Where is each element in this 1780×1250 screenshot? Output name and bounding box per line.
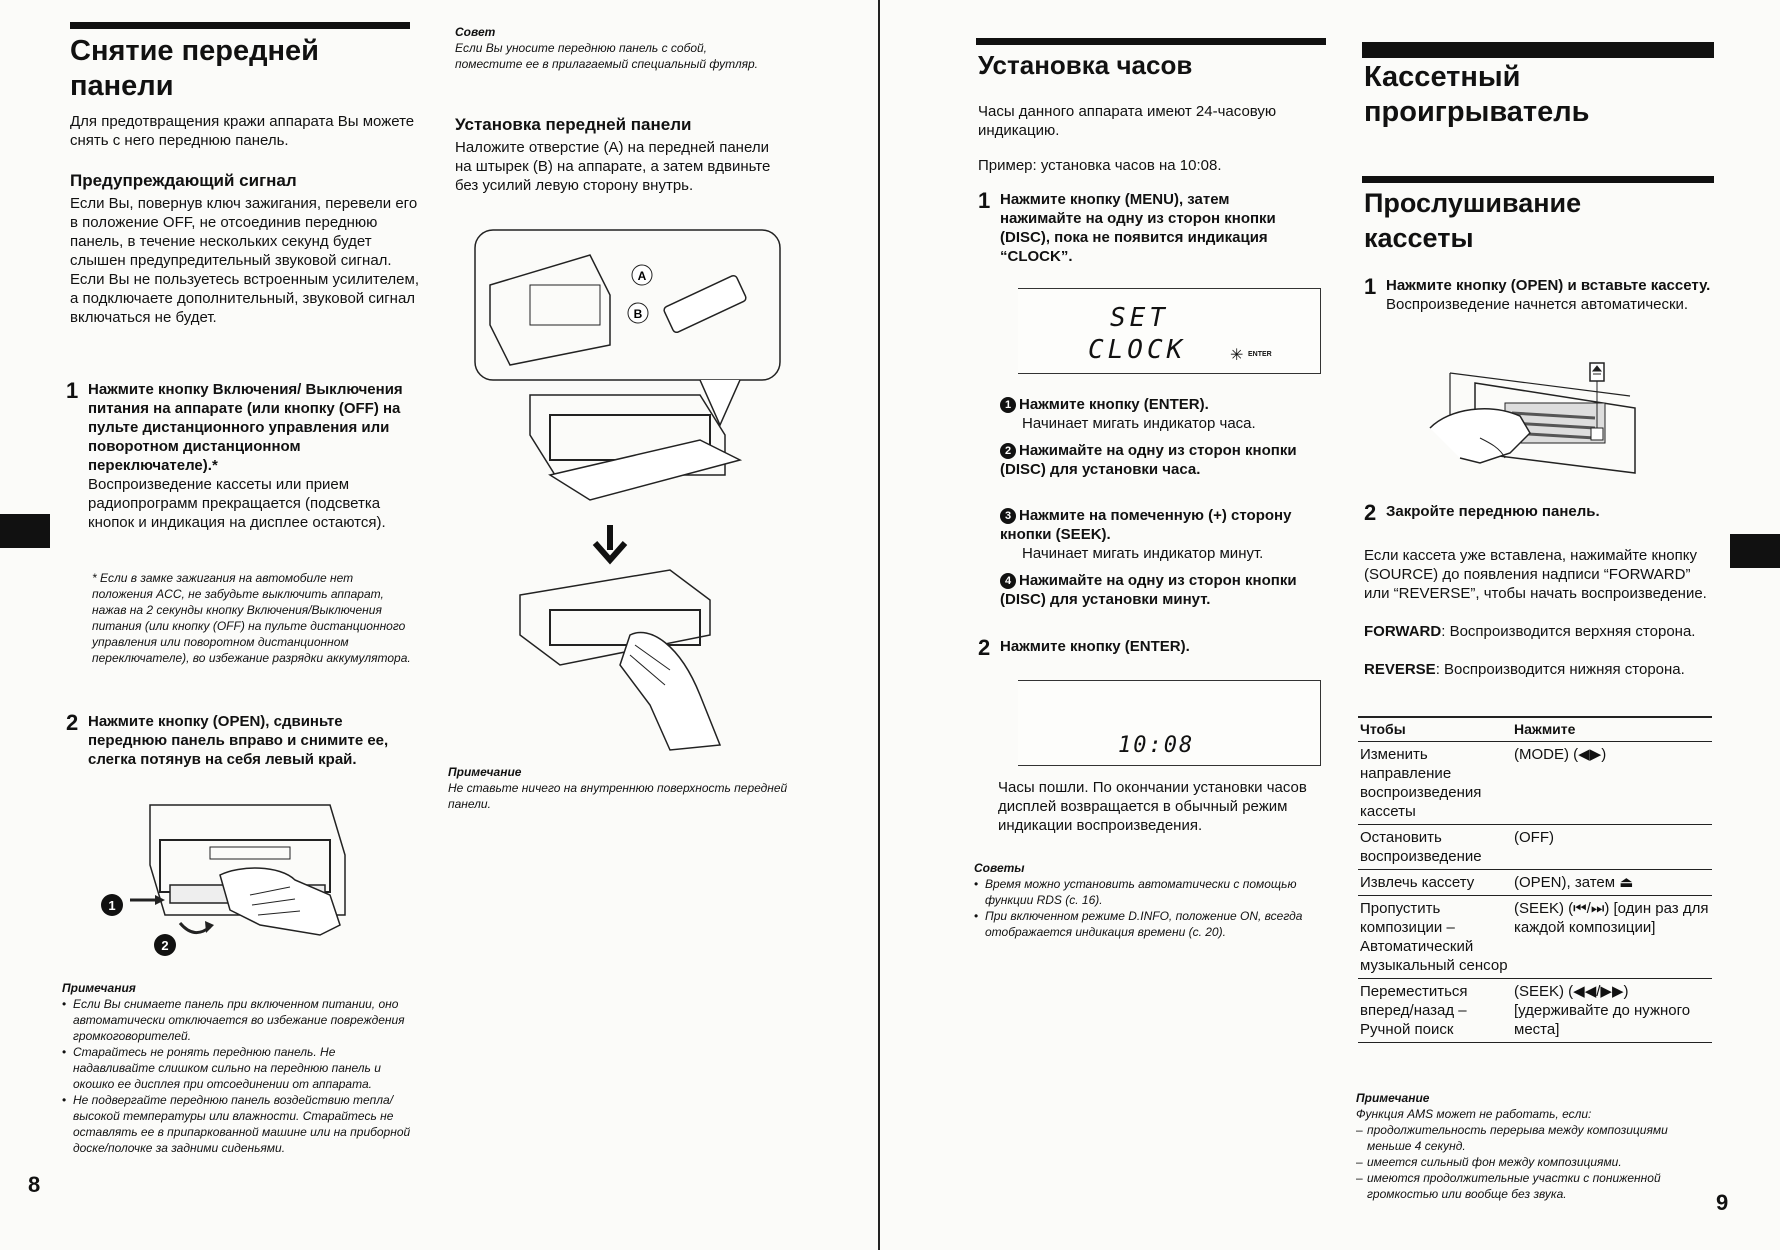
attach-heading: Установка передней панели <box>455 115 692 134</box>
table-row <box>1358 825 1712 870</box>
forward-line <box>1364 622 1714 641</box>
warning-heading: Предупреждающий сигнал <box>70 171 297 190</box>
step-result: Воспроизведение кассеты или прием радиопрограмм прекращается (подсветка кнопок и индикация на дисплее остаются). <box>88 476 386 531</box>
table-row <box>1358 870 1712 896</box>
table-cell: Переместиться вперед/назад – Ручной поиск <box>1358 979 1512 1043</box>
notes-list <box>62 996 412 1156</box>
label-a: A <box>637 269 647 283</box>
table-row <box>1358 742 1712 825</box>
table-header-cell: Чтобы <box>1358 717 1512 742</box>
cassette-step-1 <box>1364 276 1714 314</box>
clock-step-2 <box>978 635 1308 660</box>
substep-number: 2 <box>1000 443 1016 459</box>
warning-text: Если Вы, повернув ключ зажигания, перевели его в положение OFF, не отсоединив переднюю панель, в течение нескольких секунд будет слышен предупредительный звуковой сигнал. Если Вы не пользуетесь встроенным усилителем, а подключаете дополнительный, звуковой сигнал включаться не будет. <box>70 195 419 326</box>
step-result: Воспроизведение начнется автоматически. <box>1386 296 1689 313</box>
table-header-row <box>1358 717 1712 742</box>
note-item: – имеются продолжительные участки с пониженной громкостью или вообще без звука. <box>1356 1170 1696 1202</box>
substep-result: Начинает мигать индикатор минут. <box>1022 545 1264 562</box>
substep-4 <box>1000 571 1300 609</box>
tip-item: • При включенном режиме D.INFO, положение ON, всегда отображается индикация времени (с. 20). <box>974 908 1319 940</box>
note-item: – имеется сильный фон между композициями. <box>1356 1154 1696 1170</box>
attach-text: Наложите отверстие (A) на передней панели на штырек (B) на аппарате, а затем вдвиньте без усилий левую сторону внутрь. <box>455 139 771 194</box>
clock-tips <box>974 860 1319 940</box>
table-header-cell: Нажмите <box>1512 717 1712 742</box>
lcd-display-set-clock <box>1018 288 1321 374</box>
remove-panel-illustration <box>90 795 350 970</box>
right-thumb-tab <box>1730 534 1780 568</box>
lcd-time: 10:08 <box>1118 733 1195 758</box>
substep-2 <box>1000 441 1300 479</box>
step-number: 1 <box>1364 274 1377 299</box>
cassette-title-rule <box>1362 42 1714 58</box>
tips-list <box>974 876 1319 940</box>
step-instruction: Нажмите кнопку Включения/ Выключения питания на аппарате (или кнопку (OFF) на пульте дистанционного управления или поворотном дистанционном переключателе).* <box>88 381 403 474</box>
forward-text: : Воспроизводится верхняя сторона. <box>1441 623 1696 640</box>
note-item: • Если Вы снимаете панель при включенном питании, оно автоматически отключается во избежание повреждения громкоговорителей. <box>62 996 412 1044</box>
tip-heading: Совет <box>455 25 496 39</box>
cassette-title: Кассетный проигрыватель <box>1364 61 1590 128</box>
lcd-display-time <box>1018 680 1321 766</box>
left-thumb-tab <box>0 514 50 548</box>
clock-after-text: Часы пошли. По окончании установки часов дисплей возвращается в обычный режим индикации воспроизведения. <box>998 779 1307 834</box>
page-spine <box>878 0 880 1250</box>
label-b: B <box>633 307 643 321</box>
reverse-label: REVERSE <box>1364 661 1436 678</box>
step-instruction: Закройте переднюю панель. <box>1386 503 1600 520</box>
listen-title-rule <box>1362 176 1714 183</box>
substep-3 <box>1000 506 1325 563</box>
table-cell: Остановить воспроизведение <box>1358 825 1512 870</box>
table-cell: (MODE) (◀▶) <box>1512 742 1712 825</box>
substep-instruction: Нажимайте на одну из сторон кнопки (DISC) для установки минут. <box>1000 572 1297 608</box>
ams-note <box>1356 1090 1696 1202</box>
step-number: 2 <box>1364 500 1377 525</box>
step-instruction: Нажмите кнопку (MENU), затем нажимайте на одну из сторон кнопки (DISC), пока не появится индикация “CLOCK”. <box>1000 191 1276 265</box>
step-number: 2 <box>978 635 991 660</box>
note2-heading: Примечание <box>448 765 522 779</box>
step-number: 2 <box>66 710 79 735</box>
reverse-text: : Воспроизводится нижняя сторона. <box>1435 661 1685 678</box>
note-item: • Не подвергайте переднюю панель воздействию тепла/высокой температуры или влажности. Старайтесь не оставлять ее в припаркованной машине или на приборной доске/полочке за задними сиденьями. <box>62 1092 412 1156</box>
substep-number: 4 <box>1000 573 1016 589</box>
listen-title: Прослушивание кассеты <box>1364 188 1582 253</box>
footnote: * Если в замке зажигания на автомобиле нет положения ACC, не забудьте выключить аппарат, нажав на 2 секунды кнопку Включения/Выключения питания (или кнопку (OFF) на пульте дистанционного управления или поворотном дистанционном переключателе), во избежание разрядки аккумулятора. <box>92 571 411 665</box>
step-instruction: Нажмите кнопку (OPEN), сдвиньте переднюю панель вправо и снимите ее, слегка потянув на себя левый край. <box>88 713 389 768</box>
page-number-right: 9 <box>1716 1190 1729 1215</box>
note2-text: Не ставьте ничего на внутреннюю поверхность передней панели. <box>448 781 788 811</box>
table-cell: (SEEK) (◀◀/▶▶) [удерживайте до нужного места] <box>1512 979 1712 1043</box>
step-1 <box>66 380 416 532</box>
page-title: Снятие передней панели <box>70 35 319 102</box>
step-instruction: Нажмите кнопку (ENTER). <box>1000 638 1190 655</box>
notes-block <box>62 980 412 1156</box>
note-heading: Примечание <box>1356 1091 1430 1105</box>
substep-result: Начинает мигать индикатор часа. <box>1022 415 1256 432</box>
lcd-frame <box>1018 680 1320 681</box>
tip-item: • Время можно установить автоматически с помощью функции RDS (с. 16). <box>974 876 1319 908</box>
clock-title-rule <box>976 38 1326 45</box>
substep-1 <box>1000 395 1320 433</box>
tips-heading: Советы <box>974 861 1025 875</box>
intro-text: Для предотвращения кражи аппарата Вы можете снять с него переднюю панель. <box>70 113 415 149</box>
step-number: 1 <box>978 188 991 213</box>
step-instruction: Нажмите кнопку (OPEN) и вставьте кассету. <box>1386 277 1711 294</box>
table-cell: (OPEN), затем ⏏ <box>1512 870 1712 896</box>
reverse-line <box>1364 660 1714 679</box>
table-cell: Изменить направление воспроизведения кассеты <box>1358 742 1512 825</box>
notes-heading: Примечания <box>62 981 136 995</box>
table-cell: (SEEK) (⏮/⏭) [один раз для каждой композиции] <box>1512 896 1712 979</box>
clock-intro: Часы данного аппарата имеют 24-часовую индикацию. <box>978 103 1277 139</box>
substep-instruction: Нажмите кнопку (ENTER). <box>1019 396 1209 413</box>
lcd-frame <box>1018 288 1320 289</box>
table-cell: Пропустить композиции – Автоматический музыкальный сенсор <box>1358 896 1512 979</box>
table-cell: Извлечь кассету <box>1358 870 1512 896</box>
lcd-line-2: CLOCK <box>1088 335 1187 365</box>
clock-title: Установка часов <box>978 50 1193 80</box>
callout-2: 2 <box>161 938 169 953</box>
table-row <box>1358 896 1712 979</box>
lcd-line-1: SET <box>1110 303 1169 333</box>
callout-1: 1 <box>108 898 116 913</box>
cassette-paragraph: Если кассета уже вставлена, нажимайте кнопку (SOURCE) до появления надписи “FORWARD” или “REVERSE”, чтобы начать воспроизведение. <box>1364 547 1707 602</box>
clock-step-1 <box>978 190 1308 266</box>
step-number: 1 <box>66 378 79 403</box>
attach-panel-illustration <box>470 225 790 755</box>
substep-instruction: Нажмите на помеченную (+) сторону кнопки (SEEK). <box>1000 507 1292 543</box>
substep-instruction: Нажимайте на одну из сторон кнопки (DISC) для установки часа. <box>1000 442 1297 478</box>
note-item: – продолжительность перерыва между композициями меньше 4 секунд. <box>1356 1122 1696 1154</box>
enter-indicator-label: ENTER <box>1248 351 1272 358</box>
substep-number: 3 <box>1000 508 1016 524</box>
note-intro: Функция AMS может не работать, если: <box>1356 1107 1592 1121</box>
forward-label: FORWARD <box>1364 623 1442 640</box>
table-cell: (OFF) <box>1512 825 1712 870</box>
table-row <box>1358 979 1712 1043</box>
cassette-step-2 <box>1364 500 1714 525</box>
tip-text: Если Вы уносите переднюю панель с собой, поместите ее в прилагаемый специальный футляр. <box>455 41 758 71</box>
left-title-rule <box>70 22 410 29</box>
note-list <box>1356 1122 1696 1202</box>
step-2 <box>66 712 416 769</box>
insert-cassette-illustration <box>1420 358 1650 488</box>
page-number-left: 8 <box>28 1172 41 1197</box>
substep-number: 1 <box>1000 397 1016 413</box>
controls-table <box>1358 716 1712 1043</box>
enter-indicator-icon: ✳ <box>1230 347 1244 364</box>
note-item: • Старайтесь не ронять переднюю панель. Не надавливайте слишком сильно на переднюю панель и окошко ее дисплея при отсоединении от аппарата. <box>62 1044 412 1092</box>
clock-example: Пример: установка часов на 10:08. <box>978 157 1222 174</box>
